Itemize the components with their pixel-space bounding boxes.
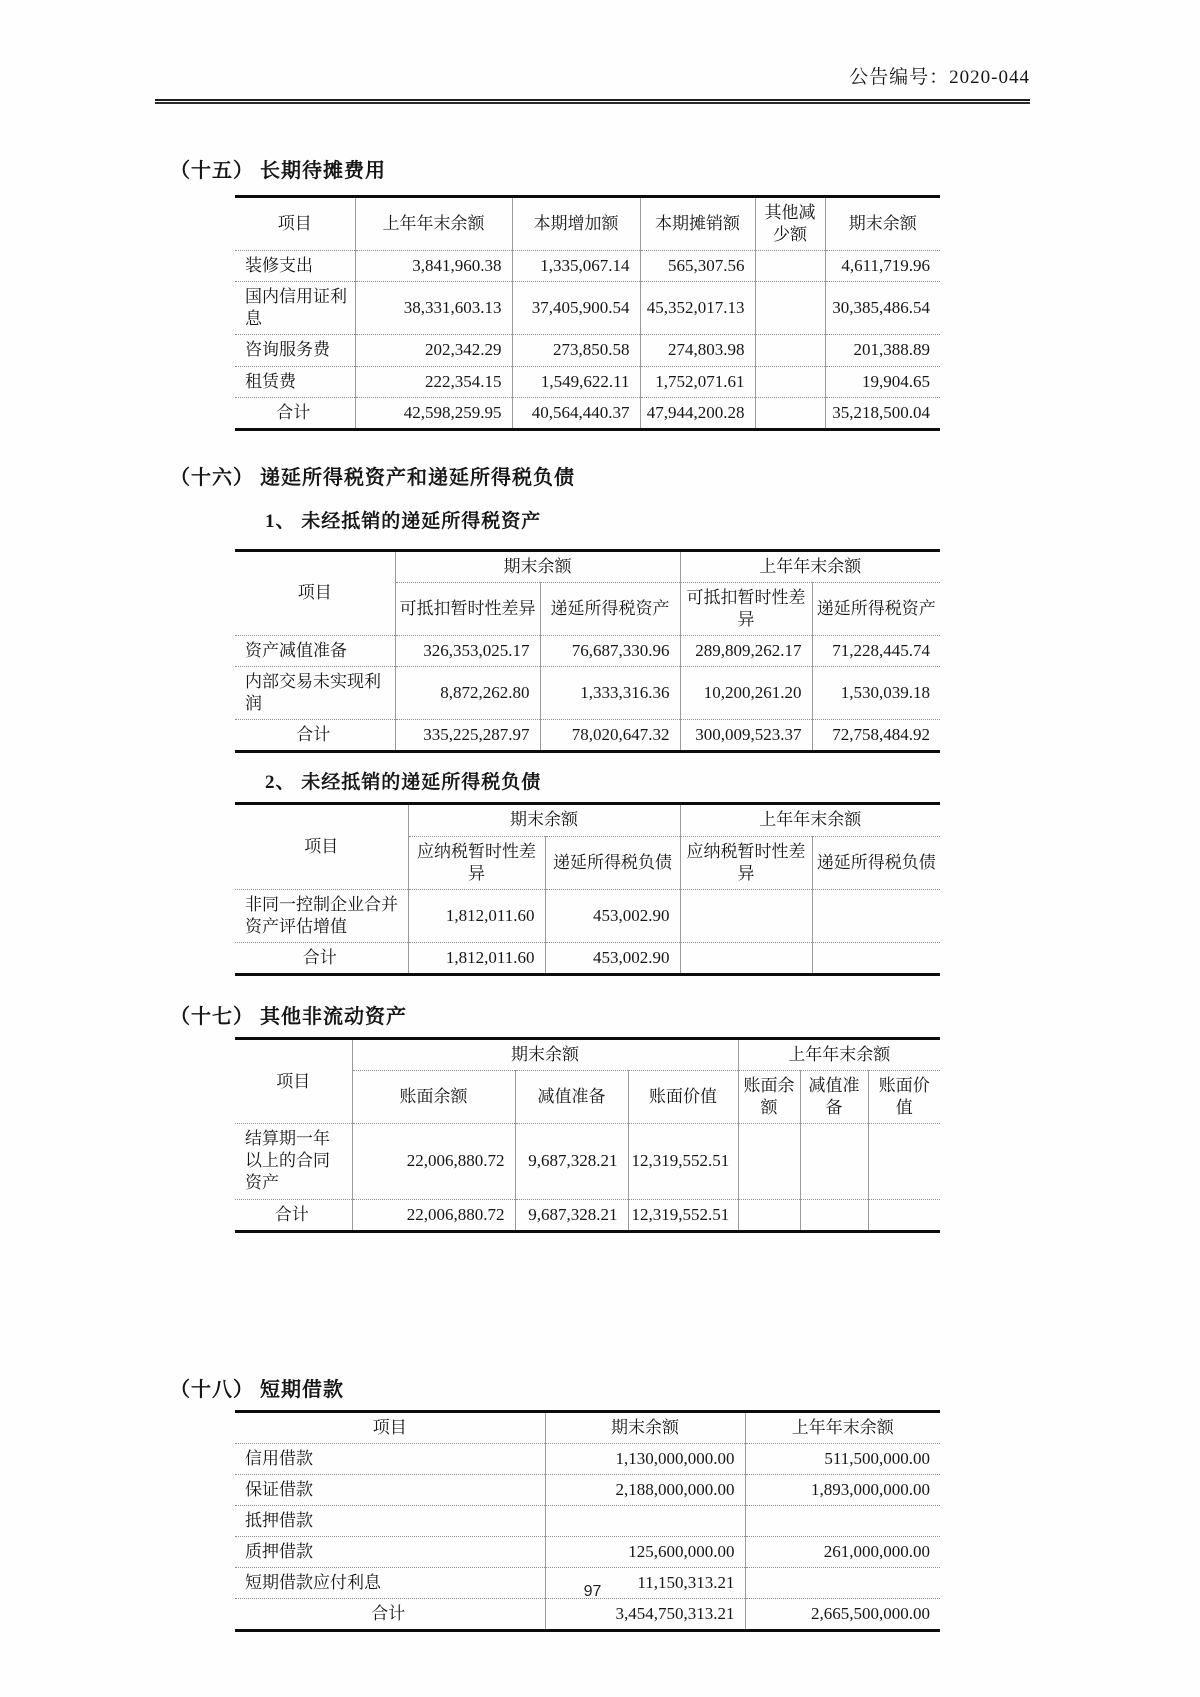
value-cell: 1,812,011.60: [408, 942, 545, 974]
row-label-cell: 信用借款: [235, 1443, 545, 1474]
table-row: [235, 889, 940, 942]
value-cell: 1,333,316.36: [540, 667, 680, 720]
row-label-cell: 内部交易未实现利润: [235, 667, 395, 720]
table-row: [235, 636, 940, 667]
table-row: [235, 282, 940, 335]
table-row: [235, 1505, 940, 1536]
value-cell: 8,872,262.80: [395, 667, 540, 720]
value-cell: 2,665,500,000.00: [745, 1599, 940, 1631]
value-cell: [755, 335, 825, 366]
column-header-ending-balance: 期末余额: [825, 197, 940, 251]
value-cell: [812, 889, 940, 942]
column-header-other-decrease: 其他减少额: [755, 197, 825, 251]
table-header-row: [235, 1411, 940, 1443]
value-cell: [800, 1124, 868, 1199]
column-header-current-increase: 本期增加额: [512, 197, 640, 251]
value-cell: 201,388.89: [825, 335, 940, 366]
table-group-header-row: [235, 1038, 940, 1070]
row-label-cell: 非同一控制企业合并资产评估增值: [235, 889, 408, 942]
value-cell: 38,331,603.13: [355, 282, 512, 335]
table-row: [235, 335, 940, 366]
column-header-deferred-tax-asset-prior: 递延所得税资产: [812, 582, 940, 635]
column-header-item: 项目: [235, 804, 408, 889]
value-cell: 1,752,071.61: [640, 366, 755, 397]
value-cell: 47,944,200.28: [640, 397, 755, 429]
value-cell: [868, 1124, 940, 1199]
column-header-ending-balance: 期末余额: [545, 1411, 745, 1443]
value-cell: 1,893,000,000.00: [745, 1474, 940, 1505]
row-label-cell: 咨询服务费: [235, 335, 355, 366]
value-cell: 22,006,880.72: [352, 1199, 515, 1231]
table-group-header-row: [235, 804, 940, 836]
value-cell: 9,687,328.21: [515, 1124, 628, 1199]
value-cell: 125,600,000.00: [545, 1537, 745, 1568]
table-header-row: [235, 197, 940, 251]
value-cell: 453,002.90: [545, 889, 680, 942]
value-cell: 300,009,523.37: [680, 720, 812, 752]
column-header-deductible-temp-diff-end: 可抵扣暂时性差异: [395, 582, 540, 635]
column-header-prior-year-balance: 上年年末余额: [355, 197, 512, 251]
table-total-row: [235, 1199, 940, 1231]
value-cell: 12,319,552.51: [628, 1199, 738, 1231]
header-divider: [155, 99, 1030, 104]
value-cell: [800, 1199, 868, 1231]
row-label-cell: 质押借款: [235, 1537, 545, 1568]
group-header-ending-balance: 期末余额: [395, 550, 680, 582]
value-cell: 40,564,440.37: [512, 397, 640, 429]
row-label-cell: 合计: [235, 1599, 545, 1631]
value-cell: [755, 282, 825, 335]
deferred-tax-assets-table: [235, 549, 940, 754]
row-label-cell: 合计: [235, 397, 355, 429]
column-header-taxable-temp-diff-prior: 应纳税暂时性差异: [680, 836, 812, 889]
value-cell: 222,354.15: [355, 366, 512, 397]
value-cell: 45,352,017.13: [640, 282, 755, 335]
table-total-row: [235, 942, 940, 974]
group-header-prior-year-balance: 上年年末余额: [738, 1038, 940, 1070]
value-cell: 4,611,719.96: [825, 251, 940, 282]
value-cell: [545, 1505, 745, 1536]
value-cell: 453,002.90: [545, 942, 680, 974]
value-cell: 1,530,039.18: [812, 667, 940, 720]
value-cell: 326,353,025.17: [395, 636, 540, 667]
table-total-row: [235, 397, 940, 429]
table-group-header-row: [235, 550, 940, 582]
column-header-deferred-tax-liability-prior: 递延所得税负债: [812, 836, 940, 889]
value-cell: 22,006,880.72: [352, 1124, 515, 1199]
value-cell: 19,904.65: [825, 366, 940, 397]
table-row: [235, 1443, 940, 1474]
value-cell: [680, 942, 812, 974]
row-label-cell: 短期借款应付利息: [235, 1568, 545, 1599]
value-cell: 2,188,000,000.00: [545, 1474, 745, 1505]
column-header-deferred-tax-asset-end: 递延所得税资产: [540, 582, 680, 635]
table-row: [235, 1537, 940, 1568]
value-cell: [680, 889, 812, 942]
row-label-cell: 合计: [235, 942, 408, 974]
value-cell: [868, 1199, 940, 1231]
long-term-deferred-expenses-table: [235, 195, 940, 431]
deferred-tax-liabilities-table: [235, 802, 940, 976]
group-header-ending-balance: 期末余额: [352, 1038, 738, 1070]
value-cell: 1,812,011.60: [408, 889, 545, 942]
value-cell: 42,598,259.95: [355, 397, 512, 429]
column-header-item: 项目: [235, 1411, 545, 1443]
section-17-title: （十七） 其他非流动资产: [170, 1005, 407, 1028]
section-18-title: （十八） 短期借款: [170, 1378, 344, 1401]
value-cell: 78,020,647.32: [540, 720, 680, 752]
column-header-item: 项目: [235, 1038, 352, 1123]
value-cell: [745, 1505, 940, 1536]
table-row: [235, 667, 940, 720]
group-header-ending-balance: 期末余额: [408, 804, 680, 836]
table-row: [235, 1124, 940, 1199]
group-header-prior-year-balance: 上年年末余额: [680, 804, 940, 836]
value-cell: 565,307.56: [640, 251, 755, 282]
row-label-cell: 抵押借款: [235, 1505, 545, 1536]
table-row: [235, 366, 940, 397]
column-header-current-amortization: 本期摊销额: [640, 197, 755, 251]
value-cell: 12,319,552.51: [628, 1124, 738, 1199]
table-total-row: [235, 1599, 940, 1631]
value-cell: 35,218,500.04: [825, 397, 940, 429]
value-cell: [738, 1124, 800, 1199]
value-cell: 30,385,486.54: [825, 282, 940, 335]
row-label-cell: 保证借款: [235, 1474, 545, 1505]
row-label-cell: 租赁费: [235, 366, 355, 397]
value-cell: 289,809,262.17: [680, 636, 812, 667]
value-cell: 76,687,330.96: [540, 636, 680, 667]
table-row: [235, 1474, 940, 1505]
value-cell: 9,687,328.21: [515, 1199, 628, 1231]
page-number: 97: [583, 1583, 602, 1600]
value-cell: 202,342.29: [355, 335, 512, 366]
value-cell: 37,405,900.54: [512, 282, 640, 335]
row-label-cell: 国内信用证利息: [235, 282, 355, 335]
section-16-title: （十六） 递延所得税资产和递延所得税负债: [170, 466, 575, 489]
column-header-deductible-temp-diff-prior: 可抵扣暂时性差异: [680, 582, 812, 635]
section-16-sub2-title: 2、 未经抵销的递延所得税负债: [265, 772, 542, 794]
column-header-item: 项目: [235, 197, 355, 251]
announcement-number: 公告编号：2020-044: [849, 67, 1030, 88]
table-total-row: [235, 720, 940, 752]
column-header-prior-year-balance: 上年年末余额: [745, 1411, 940, 1443]
value-cell: 71,228,445.74: [812, 636, 940, 667]
column-header-book-balance-prior: 账面余额: [738, 1071, 800, 1124]
column-header-book-value-end: 账面价值: [628, 1071, 738, 1124]
value-cell: [755, 397, 825, 429]
section-15-title: （十五） 长期待摊费用: [170, 160, 386, 182]
value-cell: [755, 366, 825, 397]
value-cell: 274,803.98: [640, 335, 755, 366]
value-cell: 3,841,960.38: [355, 251, 512, 282]
value-cell: [812, 942, 940, 974]
value-cell: 1,549,622.11: [512, 366, 640, 397]
section-16-sub1-title: 1、 未经抵销的递延所得税资产: [265, 510, 542, 532]
column-header-deferred-tax-liability-end: 递延所得税负债: [545, 836, 680, 889]
table-row: [235, 251, 940, 282]
value-cell: 3,454,750,313.21: [545, 1599, 745, 1631]
value-cell: 273,850.58: [512, 335, 640, 366]
column-header-book-value-prior: 账面价值: [868, 1071, 940, 1124]
column-header-impairment-provision-end: 减值准备: [515, 1071, 628, 1124]
value-cell: [738, 1199, 800, 1231]
column-header-taxable-temp-diff-end: 应纳税暂时性差异: [408, 836, 545, 889]
value-cell: [755, 251, 825, 282]
value-cell: 72,758,484.92: [812, 720, 940, 752]
value-cell: 511,500,000.00: [745, 1443, 940, 1474]
column-header-item: 项目: [235, 550, 395, 635]
group-header-prior-year-balance: 上年年末余额: [680, 550, 940, 582]
row-label-cell: 结算期一年以上的合同资产: [235, 1124, 352, 1199]
row-label-cell: 资产减值准备: [235, 636, 395, 667]
value-cell: 1,130,000,000.00: [545, 1443, 745, 1474]
row-label-cell: 合计: [235, 720, 395, 752]
column-header-book-balance-end: 账面余额: [352, 1071, 515, 1124]
row-label-cell: 合计: [235, 1199, 352, 1231]
value-cell: 1,335,067.14: [512, 251, 640, 282]
row-label-cell: 装修支出: [235, 251, 355, 282]
column-header-impairment-provision-prior: 减值准备: [800, 1071, 868, 1124]
value-cell: 261,000,000.00: [745, 1537, 940, 1568]
other-non-current-assets-table: [235, 1037, 940, 1233]
value-cell: 10,200,261.20: [680, 667, 812, 720]
value-cell: 335,225,287.97: [395, 720, 540, 752]
value-cell: 11,150,313.21: [545, 1568, 745, 1599]
